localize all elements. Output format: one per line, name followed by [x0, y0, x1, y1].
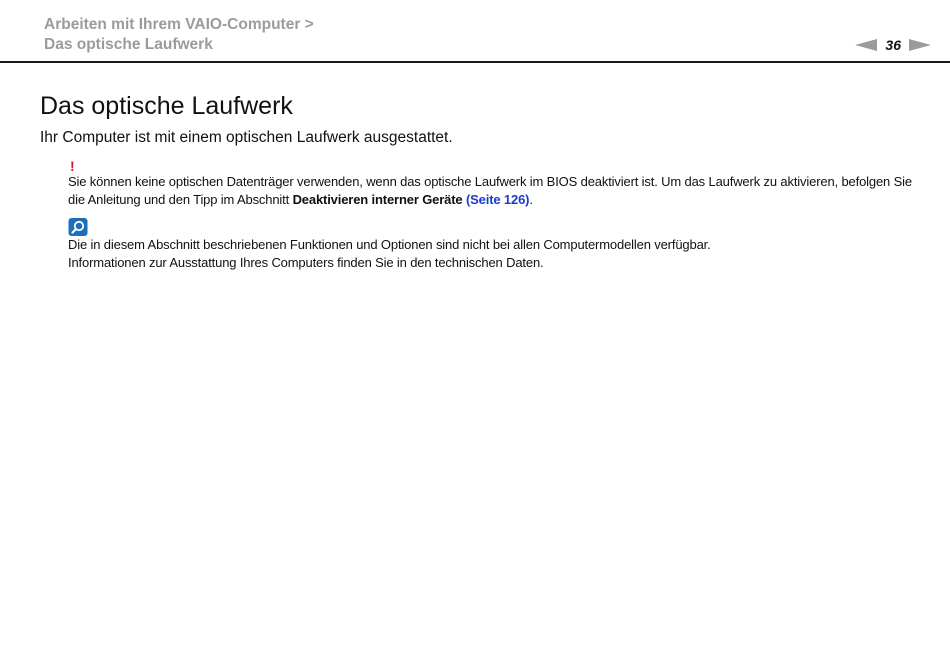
magnifier-icon [68, 218, 88, 236]
breadcrumb [44, 15, 314, 55]
page-reference-link[interactable]: (Seite 126) [465, 192, 530, 207]
left-arrow-icon[interactable] [855, 39, 877, 51]
page-title: Das optische Laufwerk [40, 92, 293, 120]
warning-note [68, 159, 918, 209]
info-note [68, 218, 918, 272]
page-number: 36 [885, 37, 901, 53]
page-header [0, 0, 950, 63]
page-navigator [855, 35, 931, 55]
warning-text-body: Sie können keine optischen Datenträger verwenden, wenn das optische Laufwerk im BIOS deaktiviert ist. Um das Laufwerk zu aktivieren, befolgen Sie die Anleitung und den Tipp im Abschnitt [68, 174, 912, 207]
intro-text: Ihr Computer ist mit einem optischen Laufwerk ausgestattet. [40, 129, 453, 146]
breadcrumb-section-link[interactable]: Arbeiten mit Ihrem VAIO-Computer > [44, 16, 314, 33]
warning-text-end: . [529, 192, 533, 207]
warning-text [68, 173, 918, 209]
exclamation-icon: ! [70, 158, 75, 174]
breadcrumb-current-page: Das optische Laufwerk [44, 36, 213, 53]
right-arrow-icon[interactable] [909, 39, 931, 51]
warning-section-name: Deaktivieren interner Geräte [292, 192, 463, 207]
info-text-line-2: Informationen zur Ausstattung Ihres Computers finden Sie in den technischen Daten. [68, 255, 544, 270]
info-text-line-1: Die in diesem Abschnitt beschriebenen Funktionen und Optionen sind nicht bei allen Computermodellen verfügbar. [68, 237, 711, 252]
